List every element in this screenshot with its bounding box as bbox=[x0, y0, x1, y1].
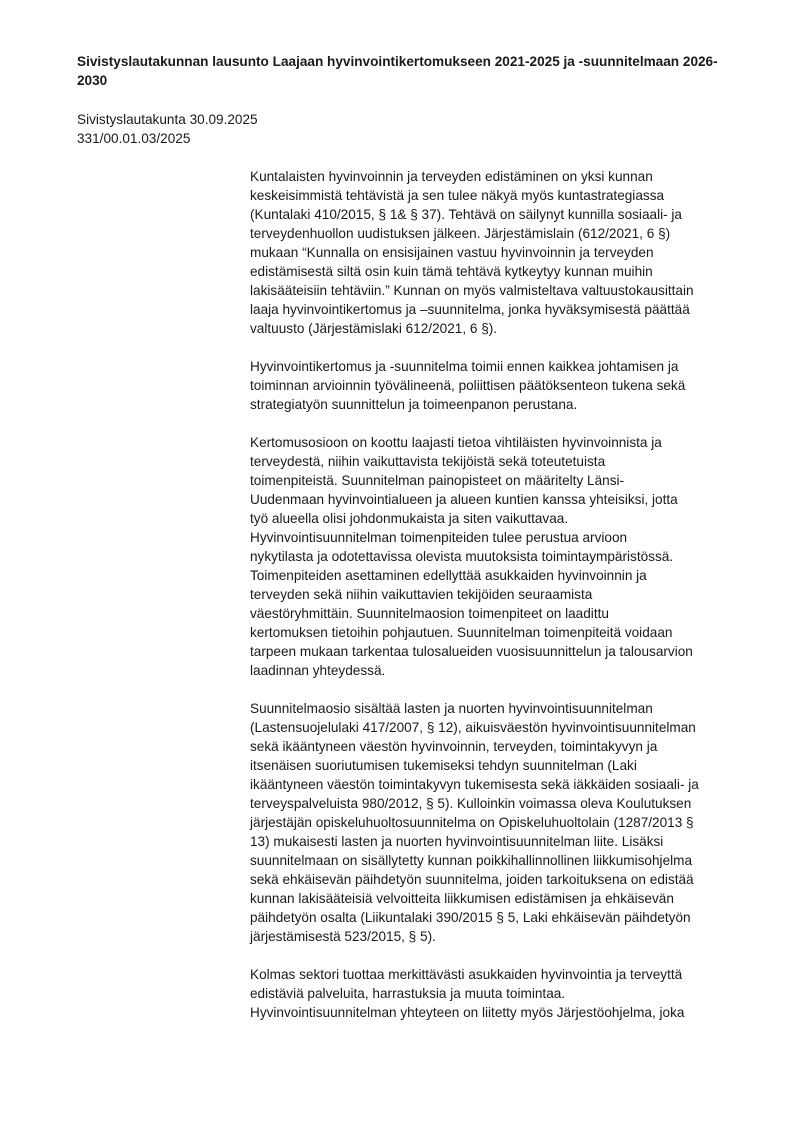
paragraph-line: kertomuksen tietoihin pohjautuen. Suunnitelman toimenpiteitä voidaan bbox=[250, 625, 673, 640]
paragraph-line: terveyden sekä niihin vaikuttavien tekijöiden seuraamista bbox=[250, 587, 593, 602]
paragraph-line: Hyvinvointikertomus ja -suunnitelma toimii ennen kaikkea johtamisen ja bbox=[250, 359, 679, 374]
paragraph-line: terveydenhuollon uudistuksen jälkeen. Järjestämislain (612/2021, 6 §) bbox=[250, 226, 671, 241]
paragraph-line: Toimenpiteiden asettaminen edellyttää asukkaiden hyvinvoinnin ja bbox=[250, 568, 647, 583]
paragraph-line: väestöryhmittäin. Suunnitelmaosion toimenpiteet on laadittu bbox=[250, 606, 609, 621]
paragraph-line: suunnitelmaan on sisällytetty kunnan poikkihallinnollinen liikkumisohjelma bbox=[250, 853, 693, 868]
title-line: 2030 bbox=[77, 73, 108, 88]
paragraph-line: 13) mukaisesti lasten ja nuorten hyvinvointisuunnitelman liite. Lisäksi bbox=[250, 834, 664, 849]
paragraph-line: strategiatyön suunnittelun ja toimeenpanon perustana. bbox=[250, 397, 578, 412]
paragraph-line: Hyvinvointisuunnitelman toimenpiteiden tulee perustua arvioon bbox=[250, 530, 628, 545]
paragraph-line: sekä ehkäisevän päihdetyön suunnitelma, joiden tarkoituksena on edistää bbox=[250, 872, 694, 887]
paragraph-line: toiminnan arvioinnin työvälineenä, poliittisen päätöksenteon tukena sekä bbox=[250, 378, 686, 393]
paragraph-line: ikääntyneen väestön toimintakyvyn tukemisesta sekä iäkkäiden sosiaali- ja bbox=[250, 777, 699, 792]
paragraph-line: kunnan lakisääteisiä velvoitteita liikkumisen edistämisen ja ehkäisevän bbox=[250, 891, 674, 906]
paragraph-line: edistämisestä siltä osin kuin tämä tehtävä kytkeytyy kunnan muihin bbox=[250, 264, 653, 279]
paragraph-line: laadinnan yhteydessä. bbox=[250, 663, 386, 678]
body-paragraph bbox=[250, 965, 750, 1022]
title-line: Sivistyslautakunnan lausunto Laajaan hyvinvointikertomukseen 2021-2025 ja -suunnitelmaan 2026- bbox=[77, 54, 718, 69]
body-paragraph bbox=[250, 699, 750, 946]
paragraph-line: edistäviä palveluita, harrastuksia ja muuta toimintaa. bbox=[250, 986, 566, 1001]
document-body bbox=[250, 167, 750, 1041]
paragraph-line: sekä ikääntyneen väestön hyvinvoinnin, terveyden, toimintakyvyn ja bbox=[250, 739, 658, 754]
paragraph-line: terveydestä, niihin vaikuttavista tekijöistä sekä toteutetuista bbox=[250, 454, 606, 469]
paragraph-line: Kertomusosioon on koottu laajasti tietoa vihtiläisten hyvinvoinnista ja bbox=[250, 435, 662, 450]
record-number: 331/00.01.03/2025 bbox=[77, 131, 191, 146]
body-paragraph bbox=[250, 357, 750, 414]
paragraph-line: toimenpiteistä. Suunnitelman painopisteet on määritelty Länsi- bbox=[250, 473, 625, 488]
paragraph-line: työ alueella olisi johdonmukaista ja siten vaikuttavaa. bbox=[250, 511, 569, 526]
paragraph-line: lakisääteisiin tehtäviin.” Kunnan on myös valmisteltava valtuustokausittain bbox=[250, 283, 694, 298]
paragraph-line: (Lastensuojelulaki 417/2007, § 12), aikuisväestön hyvinvointisuunnitelman bbox=[250, 720, 696, 735]
paragraph-line: Kolmas sektori tuottaa merkittävästi asukkaiden hyvinvointia ja terveyttä bbox=[250, 967, 683, 982]
body-paragraph bbox=[250, 167, 750, 338]
paragraph-line: (Kuntalaki 410/2015, § 1& § 37). Tehtävä on säilynyt kunnilla sosiaali- ja bbox=[250, 207, 682, 222]
paragraph-line: laaja hyvinvointikertomus ja –suunnitelma, jonka hyväksymisestä päättää bbox=[250, 302, 690, 317]
paragraph-line: nykytilasta ja odotettavissa olevista muutoksista toimintaympäristössä. bbox=[250, 549, 674, 564]
paragraph-line: valtuusto (Järjestämislaki 612/2021, 6 §). bbox=[250, 321, 498, 336]
paragraph-line: mukaan “Kunnalla on ensisijainen vastuu hyvinvoinnin ja terveyden bbox=[250, 245, 654, 260]
paragraph-line: itsenäisen suoriutumisen tukemiseksi tehdyn suunnitelman (Laki bbox=[250, 758, 637, 773]
paragraph-line: Hyvinvointisuunnitelman yhteyteen on liitetty myös Järjestöohjelma, joka bbox=[250, 1005, 685, 1020]
paragraph-line: järjestäjän opiskeluhuoltosuunnitelma on Opiskeluhuoltolain (1287/2013 § bbox=[250, 815, 694, 830]
paragraph-line: terveyspalveluista 980/2012, § 5). Kulloinkin voimassa oleva Koulutuksen bbox=[250, 796, 692, 811]
board-date: Sivistyslautakunta 30.09.2025 bbox=[77, 112, 258, 127]
paragraph-line: Uudenmaan hyvinvointialueen ja alueen kuntien kanssa yhteisiksi, jotta bbox=[250, 492, 678, 507]
paragraph-line: Suunnitelmaosio sisältää lasten ja nuorten hyvinvointisuunnitelman bbox=[250, 701, 653, 716]
paragraph-line: tarpeen mukaan tarkentaa tulosalueiden vuosisuunnittelun ja talousarvion bbox=[250, 644, 693, 659]
document-meta bbox=[77, 110, 258, 148]
paragraph-line: keskeisimmistä tehtävistä ja sen tulee näkyä myös kuntastrategiassa bbox=[250, 188, 665, 203]
paragraph-line: järjestämisestä 523/2015, § 5). bbox=[250, 929, 436, 944]
paragraph-line: päihdetyön osalta (Liikuntalaki 390/2015 § 5, Laki ehkäisevän päihdetyön bbox=[250, 910, 691, 925]
document-title bbox=[77, 52, 747, 90]
body-paragraph bbox=[250, 433, 750, 680]
paragraph-line: Kuntalaisten hyvinvoinnin ja terveyden edistäminen on yksi kunnan bbox=[250, 169, 653, 184]
